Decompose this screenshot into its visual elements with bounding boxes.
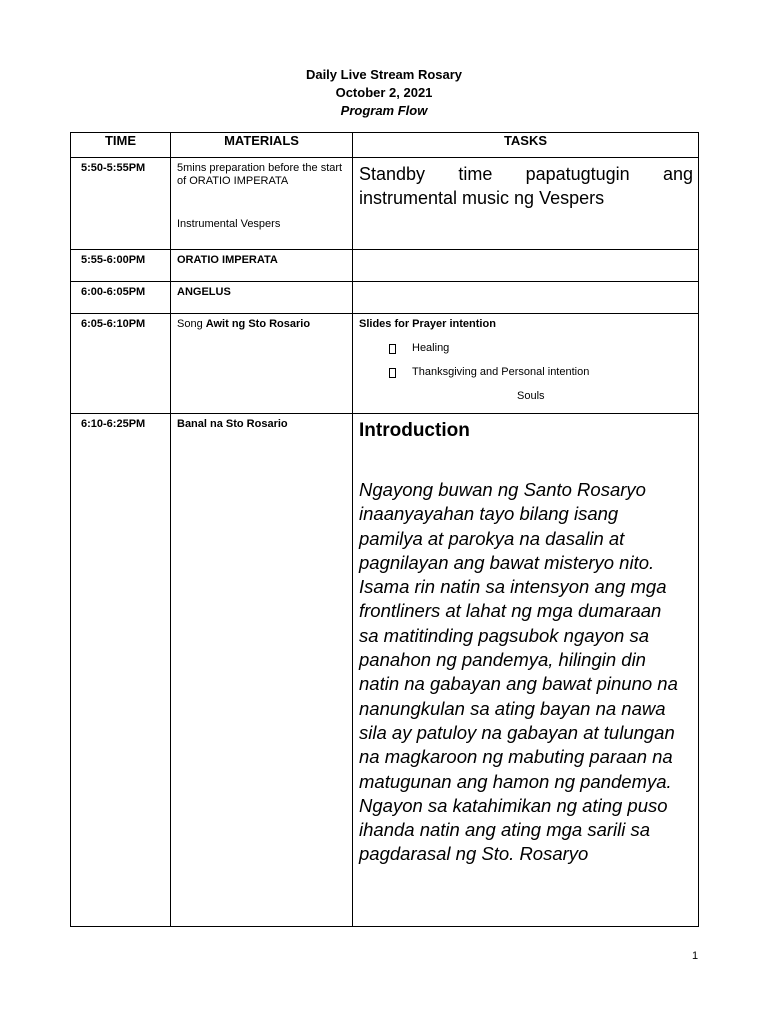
task-text: Standby time papatugtugin ang instrumental music ng Vespers [359,164,693,208]
materials-text: 5mins preparation before the start of ORATIO IMPERATA [177,162,343,187]
materials-cell: ORATIO IMPERATA [171,250,353,282]
checkbox-bullet-icon [389,368,396,378]
column-header-materials: MATERIALS [171,133,353,158]
task-title: Introduction [359,420,470,441]
checkbox-bullet-icon [389,344,396,354]
program-table [70,132,699,927]
table-row [71,282,699,314]
list-item-label: Thanksgiving and Personal intention [412,366,590,378]
materials-cell: Banal na Sto Rosario [171,414,353,927]
task-cell [353,282,699,314]
table-row [71,158,699,250]
materials-text: Instrumental Vespers [177,218,281,230]
task-cell [353,250,699,282]
document-subtitle: Program Flow [340,103,428,118]
time-cell: 6:00-6:05PM [71,282,171,314]
task-title: Slides for Prayer intention [359,318,496,330]
task-extra: Souls [517,390,545,402]
column-header-tasks: TASKS [353,133,699,158]
time-cell: 5:55-6:00PM [71,250,171,282]
table-header-row [71,133,699,158]
time-cell: 5:50-5:55PM [71,158,171,250]
table-row [71,250,699,282]
list-item-label: Healing [412,342,450,354]
task-cell [353,414,699,927]
task-body: Ngayong buwan ng Santo Rosaryo inaanyayahan tayo bilang isang pamilya at parokya na dasalin at pagnilayan ang bawat misteryo nito. Isama rin natin sa intensyon ang mga frontliners at lahat ng mga dumaraan sa matitinding pagsubok ngayon sa panahon ng pandemya, hilingin din natin na gabayan ang bawat pinuno na nanungkulan sa ating bayan na nawa sila ay patuloy na gabayan at tulungan na magkaroon ng mabuting paraan na matugunan ang hamon ng pandemya. Ngayon sa katahimikan ng ating puso ihanda natin ang ating mga sarili sa pagdarasal ng Sto. Rosaryo [359,479,678,865]
page-number: 1 [692,950,699,962]
list-item [359,366,693,378]
table-row [71,414,699,927]
materials-cell [171,314,353,414]
document-header [0,66,768,120]
document-title: Daily Live Stream Rosary [305,67,463,82]
time-cell: 6:10-6:25PM [71,414,171,927]
table-row [71,314,699,414]
task-cell [353,314,699,414]
column-header-time: TIME [71,133,171,158]
materials-cell [171,158,353,250]
task-cell [353,158,699,250]
time-cell: 6:05-6:10PM [71,314,171,414]
document-date: October 2, 2021 [335,85,433,100]
materials-prefix: Song [177,318,206,330]
song-title: Awit ng Sto Rosario [205,318,311,330]
materials-cell: ANGELUS [171,282,353,314]
list-item [359,342,693,354]
